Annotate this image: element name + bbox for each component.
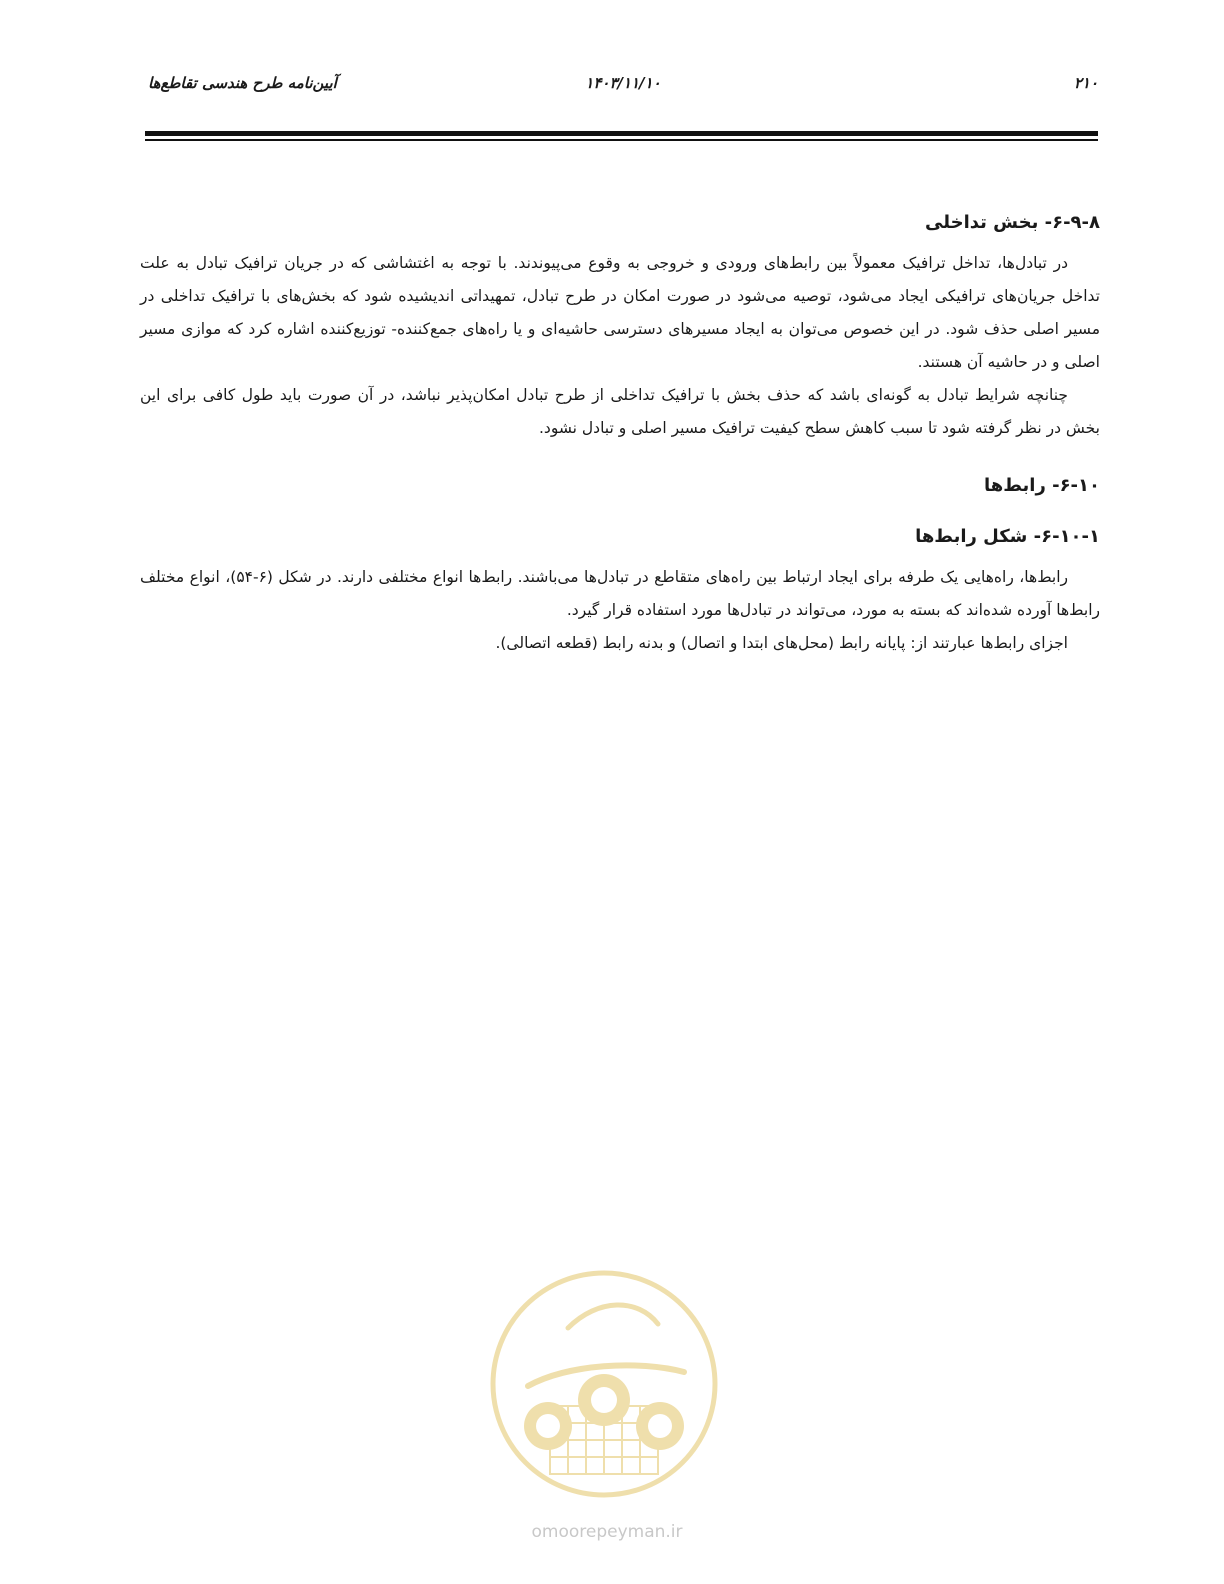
gear-icon <box>636 1402 684 1450</box>
gear-icon <box>578 1374 630 1426</box>
page-number: ۲۱۰ <box>1073 74 1098 92</box>
header-rule-thin <box>145 139 1098 141</box>
paragraph-weaving-2: چنانچه شرایط تبادل به گونه‌ای باشد که حذف بخش با ترافیک تداخلی از طرح تبادل امکان‌پذیر نباشد، در آن صورت باید طول کافی برای این بخش در نظر گرفته شود تا سبب کاهش سطح کیفیت ترافیک مسیر اصلی و تبادل نشود. <box>140 386 1100 437</box>
paragraph-ramp-shape-1: رابط‌ها، راه‌هایی یک طرفه برای ایجاد ارتباط بین راه‌های متقاطع در تبادل‌ها می‌باشند. رابط‌ها انواع مختلفی دارند. در شکل (۶-۵۴)، انواع مختلف رابط‌ها آورده شده‌اند که بسته به مورد، می‌تواند در تبادل‌ها مورد استفاده قرار گیرد. <box>140 568 1100 619</box>
document-title: آیین‌نامه طرح هندسی تقاطع‌ها <box>148 74 337 92</box>
page-body <box>140 212 1100 660</box>
watermark-logo <box>488 1268 720 1500</box>
paragraph-weaving-1: در تبادل‌ها، تداخل ترافیک معمولاً بین رابط‌های ورودی و خروجی به وقوع می‌پیوندند. با توجه به اغتشاشی که در جریان ترافیک تبادل به علت تداخل جریان‌های ترافیکی ایجاد می‌شود، توصیه می‌شود در صورت امکان در طرح تبادل، تمهیداتی اندیشیده شود که بخش‌های با ترافیک تداخلی در مسیر اصلی حذف شود. در این خصوص می‌توان به ایجاد مسیرهای دسترسی حاشیه‌ای و یا راه‌های جمع‌کننده- توزیع‌کننده اشاره کرد که موازی مسیر اصلی و در حاشیه آن هستند. <box>140 254 1100 371</box>
gear-icon <box>524 1402 572 1450</box>
paragraph-ramp-shape-2: اجزای رابط‌ها عبارتند از: پایانه رابط (محل‌های ابتدا و اتصال) و بدنه رابط (قطعه اتصالی). <box>495 634 1068 652</box>
header-date: ۱۴۰۳/۱۱/۱۰ <box>585 74 661 92</box>
section-heading-weaving: ۶-۹-۸- بخش تداخلی <box>925 212 1100 233</box>
watermark-url: omoorepeyman.ir <box>531 1522 683 1542</box>
page-header <box>148 74 1098 104</box>
header-rule-thick <box>145 131 1098 136</box>
section-heading-ramps: ۶-۱۰- رابط‌ها <box>984 475 1100 496</box>
section-heading-ramp-shape: ۶-۱۰-۱- شکل رابط‌ها <box>915 526 1100 547</box>
